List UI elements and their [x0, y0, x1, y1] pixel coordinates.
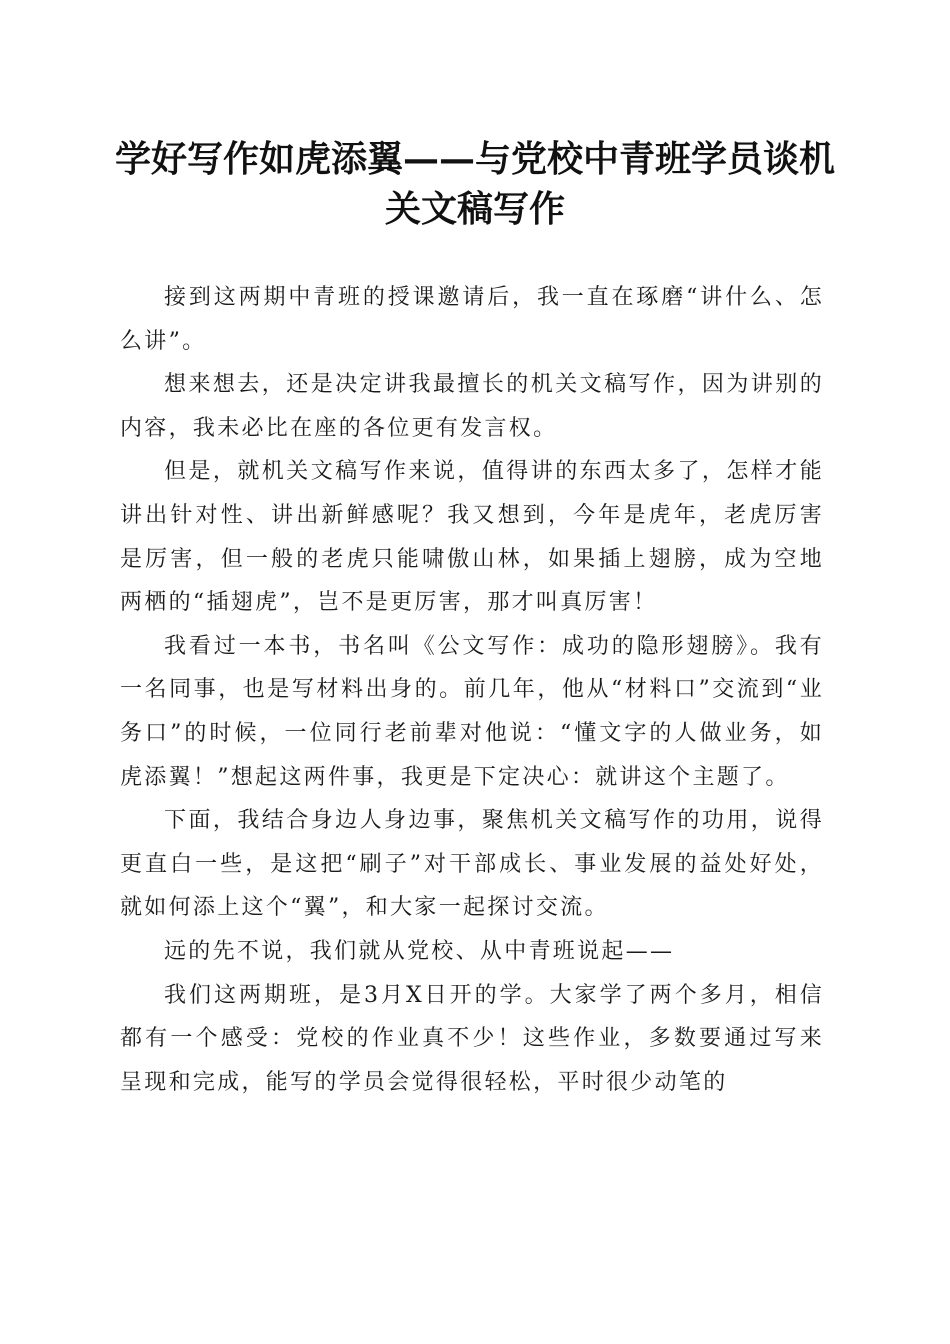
body-paragraph: 远的先不说，我们就从党校、从中青班说起—— — [164, 938, 675, 964]
body-paragraph: 接到这两期中青班的授课邀请后，我一直在琢磨“讲什么、怎么讲”。 — [120, 285, 824, 354]
body-paragraph: 我看过一本书，书名叫《公文写作：成功的隐形翅膀》。我有一名同事，也是写材料出身的。前几年，他从“材料口”交流到“业务口”的时候，一位同行老前辈对他说：“懂文字的人做业务，如虎添翼！”想起这两件事，我更是下定决心：就讲这个主题了。 — [120, 633, 824, 790]
body-paragraph: 我们这两期班，是3月X日开的学。大家学了两个多月，相信都有一个感受：党校的作业真不少！这些作业，多数要通过写来呈现和完成，能写的学员会觉得很轻松，平时很少动笔的 — [120, 982, 824, 1095]
body-paragraph: 但是，就机关文稿写作来说，值得讲的东西太多了，怎样才能讲出针对性、讲出新鲜感呢？我又想到，今年是虎年，老虎厉害是厉害，但一般的老虎只能啸傲山林，如果插上翅膀，成为空地两栖的“插翅虎”，岂不是更厉害，那才叫真厉害！ — [120, 459, 824, 616]
body-paragraph: 想来想去，还是决定讲我最擅长的机关文稿写作，因为讲别的内容，我未必比在座的各位更有发言权。 — [120, 372, 824, 441]
document-title: 学好写作如虎添翼——与党校中青班学员谈机关文稿写作 — [114, 138, 835, 230]
document-body — [120, 276, 824, 1104]
body-paragraph: 下面，我结合身边人身边事，聚焦机关文稿写作的功用，说得更直白一些，是这把“刷子”对干部成长、事业发展的益处好处，就如何添上这个“翼”，和大家一起探讨交流。 — [120, 808, 824, 921]
